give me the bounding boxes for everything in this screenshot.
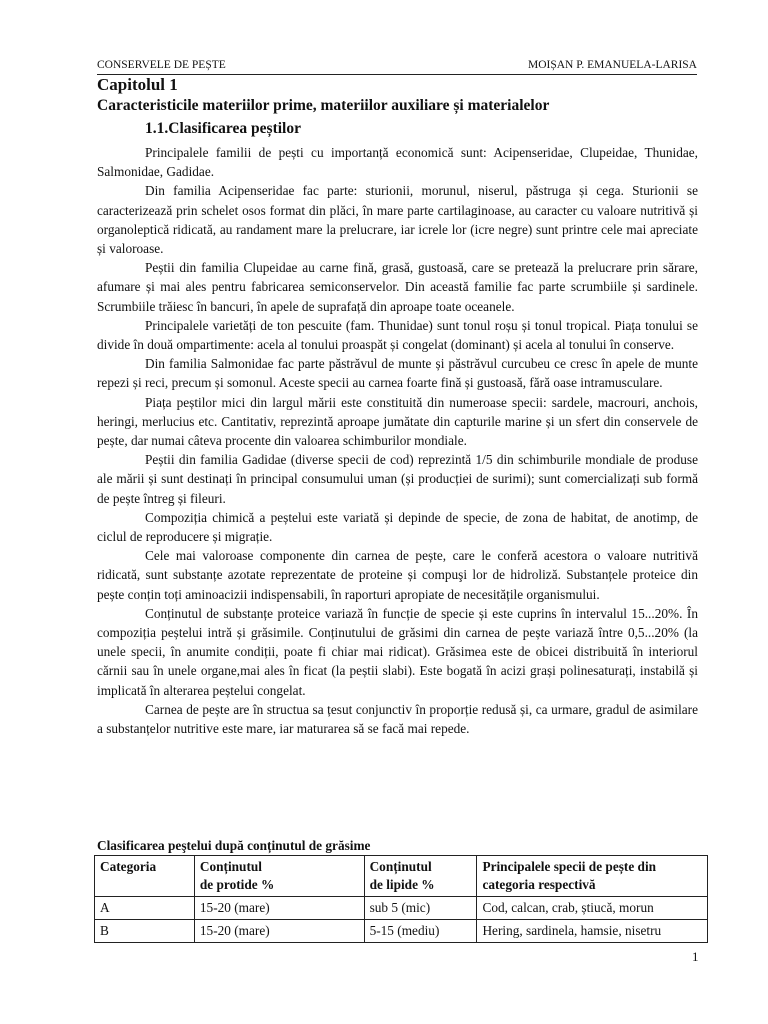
paragraph: Compoziția chimică a peștelui este variată și depinde de specie, de zona de habitat, de anotimp, de ciclul de reproducere și migrație. [97,509,698,545]
table-header-row [95,856,708,897]
table-header-cell: Principalele specii de pește din categoria respectivă [477,856,708,897]
page-header [97,59,697,75]
body-text [97,143,698,738]
paragraph: Carnea de pește are în structua sa țesut conjunctiv în proporție redusă și, ca urmare, gradul de asimilare a substanțelor nutritive este mare, iar maturarea să se facă mai repede. [97,701,698,737]
table-row [95,897,708,920]
chapter-subtitle: Caracteristicile materiilor prime, materiilor auxiliare și materialelor [97,97,550,114]
paragraph: Conținutul de substanțe proteice variază în funcție de specie și este cuprins în intervalul 15...20%. În compoziția peștelui intră și grăsimile. Conținutului de grăsimi din carnea de pește variază între 0,5...20% (la unele specii, în anumite condiții, poate fi chiar mai ridicat). Grăsimea este de obicei distribuită în interiorul cărnii sau în unele organe,mai ales în ficat (la peștii slabi). Este bogată în acizi grași polinesaturați, instabilă și implicată în alterarea peștelui congelat. [97,605,698,698]
table-row [95,920,708,943]
paragraph: Peștii din familia Gadidae (diverse specii de cod) reprezintă 1/5 din schimburile mondiale de produse ale mării și sunt destinați în principal consumului uman (și producției de surimi); sunt comercializați sub formă de pește întreg și fileuri. [97,452,698,506]
paragraph: Peștii din familia Clupeidae au carne fină, grasă, gustoasă, care se pretează la prelucrare prin sărare, afumare și mai ales pentru fabricarea semiconservelor. Din această familie fac parte scrumbiile și sardinele. Scrumbiile trăiesc în bancuri, în apele de suprafață din aproape toate oceanele. [97,260,698,314]
paragraph: Din familia Acipenseridae fac parte: sturionii, morunul, niserul, păstruga și cega. Sturionii se caracterizează prin schelet osos format din plăci, în mare parte cartilaginoase, au caracter cu valoare nutritivă și organoleptică ridicată, au randament mare la prelucrare, iar icrele lor (icre negre) sunt printre cele mai apreciate și valoroase. [97,183,698,257]
table-header-cell: Conținutul de protide % [194,856,364,897]
table-cell: Hering, sardinela, hamsie, nisetru [477,920,708,943]
header-author: MOIȘAN P. EMANUELA-LARISA [528,59,697,71]
table-header-cell: Conținutul de lipide % [364,856,477,897]
section-heading: 1.1.Clasificarea peștilor [145,120,301,137]
paragraph: Piața peștilor mici din largul mării este constituită din numeroase specii: sardele, macrouri, anchois, heringi, merlucius etc. Cantitativ, reprezintă aproape jumătate din capturile marine și un sfert din conservele de pește, dar numai câteva procente din valoarea schimburilor mondiale. [97,394,698,449]
paragraph: Principalele familii de pești cu importanță economică sunt: Acipenseridae, Clupeidae, Thunidae, Salmonidae, Gadidae. [97,145,698,180]
table-cell: Cod, calcan, crab, știucă, morun [477,897,708,920]
chapter-heading: Capitolul 1 [97,75,178,94]
table-cell: 15-20 (mare) [194,897,364,920]
paragraph: Din familia Salmonidae fac parte păstrăvul de munte și păstrăvul curcubeu ce cresc în apele de munte repezi și reci, precum și somonul. Aceste specii au carnea foarte fină și gustoasă, fără oase intramusculare. [97,356,698,391]
paragraph: Principalele varietăți de ton pescuite (fam. Thunidae) sunt tonul roșu și tonul tropical. Piața tonului se divide în două ompartimente: acela al tonului proaspăt și congelat (dominant) și acela al tonului în conserve. [97,317,698,353]
table-cell: A [95,897,195,920]
page-number: 1 [692,949,699,964]
table-cell: B [95,920,195,943]
table-cell: 5-15 (mediu) [364,920,477,943]
header-title: CONSERVELE DE PEȘTE [97,59,226,71]
table-cell: 15-20 (mare) [194,920,364,943]
table-caption: Clasificarea peştelui după conținutul de grăsime [97,838,371,853]
table-header-cell: Categoria [95,856,195,897]
table-cell: sub 5 (mic) [364,897,477,920]
fish-classification-table [94,855,708,943]
paragraph: Cele mai valoroase componente din carnea de pește, care le conferă acestora o valoare nutritivă ridicată, sunt substanțe azotate reprezentate de proteine și compuşi lor de hidroliză. Substanțele proteice din pește conțin toți aminoacizii indispensabili, în raporturi apropiate de necesitățile organismului. [97,548,698,602]
